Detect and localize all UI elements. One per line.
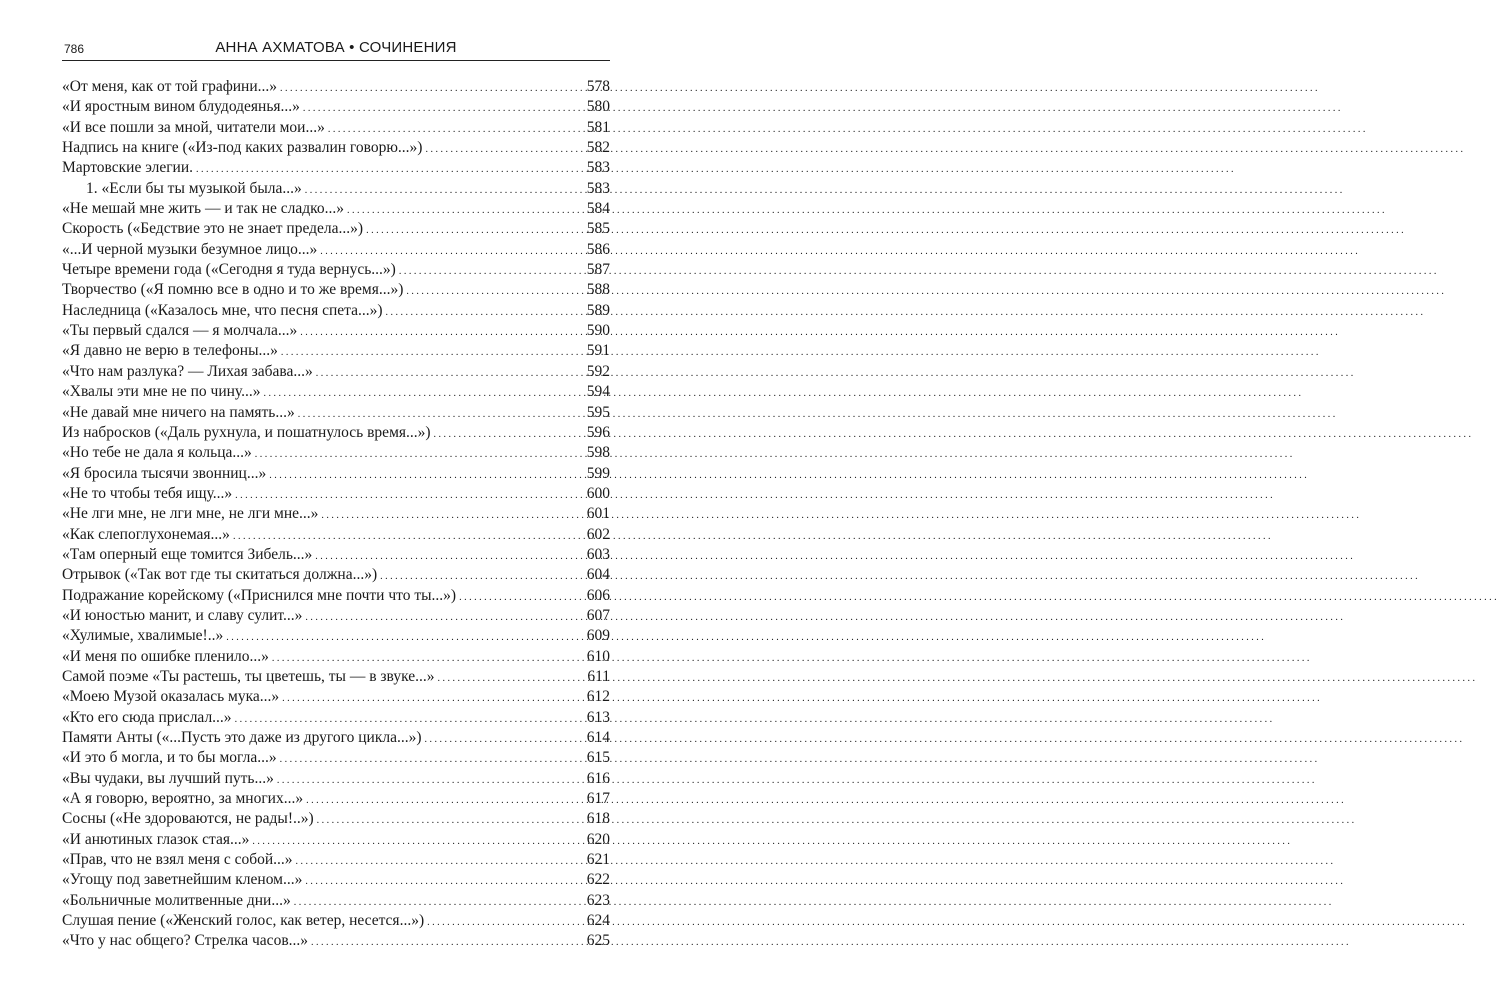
dot-leader: [294, 893, 586, 913]
toc-entry: [62, 626, 610, 646]
dot-leader: [226, 628, 586, 648]
toc-entry-page-number: 623: [586, 891, 610, 909]
toc-entry-title: «А я говорю, вероятно, за многих...»: [62, 790, 304, 808]
toc-entry-title: Четыре времени года («Сегодня я туда вернусь...»): [62, 261, 396, 279]
toc-entry-page-number: 603: [586, 545, 610, 563]
toc-entry: [62, 240, 610, 260]
dot-leader: [272, 649, 586, 669]
dot-leader: [235, 710, 586, 730]
dot-leader: [437, 669, 586, 689]
toc-entry-title: «И анютиных глазок стая...»: [62, 830, 250, 848]
dot-leader: [235, 486, 586, 506]
toc-entry: [62, 504, 610, 524]
toc-entry-page-number: 584: [586, 200, 610, 218]
toc-entry-page-number: 622: [586, 871, 610, 889]
toc-entry-page-number: 589: [586, 301, 610, 319]
toc-entry: [62, 77, 610, 97]
dot-leader: [300, 323, 586, 343]
dot-leader: [252, 832, 585, 852]
toc-entry-page-number: 618: [586, 810, 610, 828]
toc-entry-page-number: 621: [586, 851, 610, 869]
book-page: [62, 38, 610, 952]
toc-entry-title: Подражание корейскому («Приснился мне почти что ты...»): [62, 586, 457, 604]
toc-entry-title: «Но тебе не дала я кольца...»: [62, 444, 252, 462]
toc-entry-page-number: 587: [586, 261, 610, 279]
toc-entry: [62, 586, 610, 606]
toc-entry-page-number: 609: [586, 627, 610, 645]
toc-entry-title: «Не то чтобы тебя ищу...»: [62, 484, 233, 502]
toc-entry: [62, 748, 610, 768]
dot-leader: [255, 445, 586, 465]
toc-entry: [62, 219, 610, 239]
dot-leader: [281, 343, 586, 363]
toc-entry-title: «Кто его сюда прислал...»: [62, 708, 232, 726]
toc-entry-title: «И это б могла, и то бы могла...»: [62, 749, 277, 767]
toc-entry-page-number: 599: [586, 464, 610, 482]
toc-entry-title: Слушая пение («Женский голос, как ветер, несется...»): [62, 912, 425, 930]
dot-leader: [380, 567, 586, 587]
page-number: 786: [64, 42, 85, 56]
dot-leader: [320, 242, 586, 262]
toc-entry: [62, 789, 610, 809]
dot-leader: [280, 79, 586, 99]
dot-leader: [311, 933, 586, 953]
toc-entry-page-number: 601: [586, 505, 610, 523]
toc-entry-page-number: 583: [586, 179, 610, 197]
toc-entry-title: 1. «Если бы ты музыкой была...»: [86, 179, 302, 197]
toc-entry-page-number: 598: [586, 444, 610, 462]
toc-entry: [62, 708, 610, 728]
toc-entry-page-number: 611: [587, 667, 610, 685]
toc-entry-page-number: 612: [586, 688, 610, 706]
toc-entry: [62, 647, 610, 667]
toc-entry-page-number: 592: [586, 362, 610, 380]
page-header: [62, 38, 610, 61]
toc-entry: [62, 403, 610, 423]
toc-entry: [62, 158, 610, 178]
toc-entry-page-number: 604: [586, 566, 610, 584]
running-title: АННА АХМАТОВА • СОЧИНЕНИЯ: [215, 39, 457, 56]
toc-entry-title: «Угощу под заветнейшим кленом...»: [62, 871, 303, 889]
dot-leader: [298, 405, 586, 425]
toc-entry: [62, 138, 610, 158]
dot-leader: [459, 588, 586, 608]
dot-leader: [305, 872, 585, 892]
toc-entry-title: Самой поэме «Ты растешь, ты цветешь, ты — в звуке...»: [62, 667, 435, 685]
dot-leader: [263, 384, 585, 404]
toc-entry: [62, 321, 610, 341]
toc-entry-page-number: 613: [586, 708, 610, 726]
toc-entry: [62, 728, 610, 748]
toc-entry: [62, 769, 610, 789]
toc-entry-page-number: 595: [586, 403, 610, 421]
dot-leader: [427, 913, 586, 933]
toc-entry-page-number: 620: [586, 830, 610, 848]
toc-entry-title: «Ты первый сдался — я молчала...»: [62, 322, 298, 340]
toc-entry: [62, 260, 610, 280]
toc-entry-page-number: 615: [586, 749, 610, 767]
toc-entry: [62, 179, 610, 199]
dot-leader: [282, 689, 586, 709]
toc-entry: [62, 850, 610, 870]
toc-entry-page-number: 606: [586, 586, 610, 604]
toc-entry: [62, 118, 610, 138]
toc-entry-page-number: 602: [586, 525, 610, 543]
dot-leader: [328, 120, 586, 140]
toc-entry-title: «Не давай мне ничего на память...»: [62, 403, 295, 421]
toc-entry: [62, 870, 610, 890]
dot-leader: [425, 140, 585, 160]
dot-leader: [305, 181, 586, 201]
toc-entry-title: «Как слепоглухонемая...»: [62, 525, 230, 543]
toc-entry: [62, 565, 610, 585]
dot-leader: [425, 730, 586, 750]
dot-leader: [317, 811, 586, 831]
toc-entry-title: «Я давно не верю в телефоны...»: [62, 342, 278, 360]
toc-entry: [62, 891, 610, 911]
toc-entry: [62, 931, 610, 951]
toc-entry-page-number: 578: [586, 78, 610, 95]
toc-entry-page-number: 607: [586, 606, 610, 624]
dot-leader: [315, 547, 585, 567]
toc-entry-page-number: 616: [586, 769, 610, 787]
toc-entry-page-number: 594: [586, 383, 610, 401]
toc-entry-title: Надпись на книге («Из-под каких развалин говорю...»): [62, 139, 423, 157]
dot-leader: [321, 506, 585, 526]
toc-entry-page-number: 600: [586, 484, 610, 502]
toc-entry: [62, 606, 610, 626]
toc-entry: [62, 97, 610, 117]
toc-entry: [62, 545, 610, 565]
toc-entry-page-number: 625: [586, 932, 610, 950]
dot-leader: [269, 466, 586, 486]
toc-entry-page-number: 581: [586, 118, 610, 136]
toc-entry-title: «...И черной музыки безумное лицо...»: [62, 240, 318, 258]
toc-entry: [62, 382, 610, 402]
dot-leader: [233, 527, 586, 547]
toc-entry: [62, 301, 610, 321]
toc-entry-title: Из набросков («Даль рухнула, и пошатнулось время...»): [62, 423, 431, 441]
toc-entry: [62, 830, 610, 850]
toc-entry-title: «Хвалы эти мне не по чину...»: [62, 383, 261, 401]
dot-leader: [280, 750, 586, 770]
toc-entry-page-number: 591: [586, 342, 610, 360]
toc-entry-page-number: 582: [586, 139, 610, 157]
toc-entry-title: «Там оперный еще томится Зибель...»: [62, 545, 313, 563]
dot-leader: [406, 282, 585, 302]
dot-leader: [366, 221, 586, 241]
toc-entry-title: «И меня по ошибке пленило...»: [62, 647, 269, 665]
dot-leader: [296, 852, 586, 872]
toc-entry-title: «От меня, как от той графини...»: [62, 78, 278, 95]
toc-entry-page-number: 590: [586, 322, 610, 340]
toc-entry-page-number: 585: [586, 220, 610, 238]
dot-leader: [316, 364, 586, 384]
dot-leader: [196, 160, 586, 180]
toc-entry-title: «Что у нас общего? Стрелка часов...»: [62, 932, 309, 950]
toc-entry-page-number: 586: [586, 240, 610, 258]
toc-entry-page-number: 580: [586, 98, 610, 116]
toc-entry-page-number: 617: [586, 790, 610, 808]
toc-entry-title: Отрывок («Так вот где ты скитаться должна...»): [62, 566, 378, 584]
toc-entry-title: Сосны («Не здороваются, не рады!..»): [62, 810, 314, 828]
toc-entry: [62, 687, 610, 707]
toc-entry-page-number: 583: [586, 159, 610, 177]
toc-entry: [62, 423, 610, 443]
toc-entry-title: Творчество («Я помню все в одно и то же время...»): [62, 281, 404, 299]
toc-entry: [62, 280, 610, 300]
dot-leader: [306, 791, 586, 811]
dot-leader: [347, 201, 586, 221]
toc-entry-title: Наследница («Казалось мне, что песня спета...»): [62, 301, 383, 319]
toc-entry: [62, 341, 610, 361]
toc-entry-title: «И все пошли за мной, читатели мои...»: [62, 118, 325, 136]
toc-entry-title: «Я бросила тысячи звонниц...»: [62, 464, 267, 482]
toc-entry-title: «Хулимые, хвалимые!..»: [62, 627, 224, 645]
dot-leader: [386, 303, 586, 323]
toc-entry: [62, 911, 610, 931]
toc-entry: [62, 809, 610, 829]
toc-entry-title: «Прав, что не взял меня с собой...»: [62, 851, 293, 869]
dot-leader: [434, 425, 586, 445]
toc-entry-title: «Что нам разлука? — Лихая забава...»: [62, 362, 313, 380]
toc-entry: [62, 667, 610, 687]
toc-entry: [62, 464, 610, 484]
toc-entry-title: «И яростным вином блудодеянья...»: [62, 98, 300, 116]
toc-entry-title: «Больничные молитвенные дни...»: [62, 891, 291, 909]
dot-leader: [303, 99, 586, 119]
toc-entry: [62, 443, 610, 463]
toc-entry-title: Скорость («Бедствие это не знает предела...»): [62, 220, 364, 238]
toc-entry-title: Мартовские элегии.: [62, 159, 194, 177]
toc-entry-title: «Не лги мне, не лги мне, не лги мне...»: [62, 505, 319, 523]
toc-entry-page-number: 614: [586, 729, 610, 746]
dot-leader: [399, 262, 586, 282]
toc-entry: [62, 484, 610, 504]
toc-entry: [62, 199, 610, 219]
toc-entry: [62, 525, 610, 545]
dot-leader: [305, 608, 585, 628]
toc-entry: [62, 362, 610, 382]
toc-entry-page-number: 588: [586, 281, 610, 299]
toc-entry-page-number: 596: [586, 423, 610, 441]
table-of-contents: [62, 77, 610, 952]
toc-entry-title: «Вы чудаки, вы лучший путь...»: [62, 769, 274, 787]
toc-entry-title: «Не мешай мне жить — и так не сладко...»: [62, 200, 345, 218]
toc-entry-title: Памяти Анты («...Пусть это даже из другого цикла...»): [62, 729, 422, 746]
toc-entry-page-number: 610: [586, 647, 610, 665]
toc-entry-title: «И юностью манит, и славу сулит...»: [62, 606, 303, 624]
toc-entry-page-number: 624: [586, 912, 610, 930]
dot-leader: [277, 771, 586, 791]
toc-entry-title: «Моею Музой оказалась мука...»: [62, 688, 280, 706]
